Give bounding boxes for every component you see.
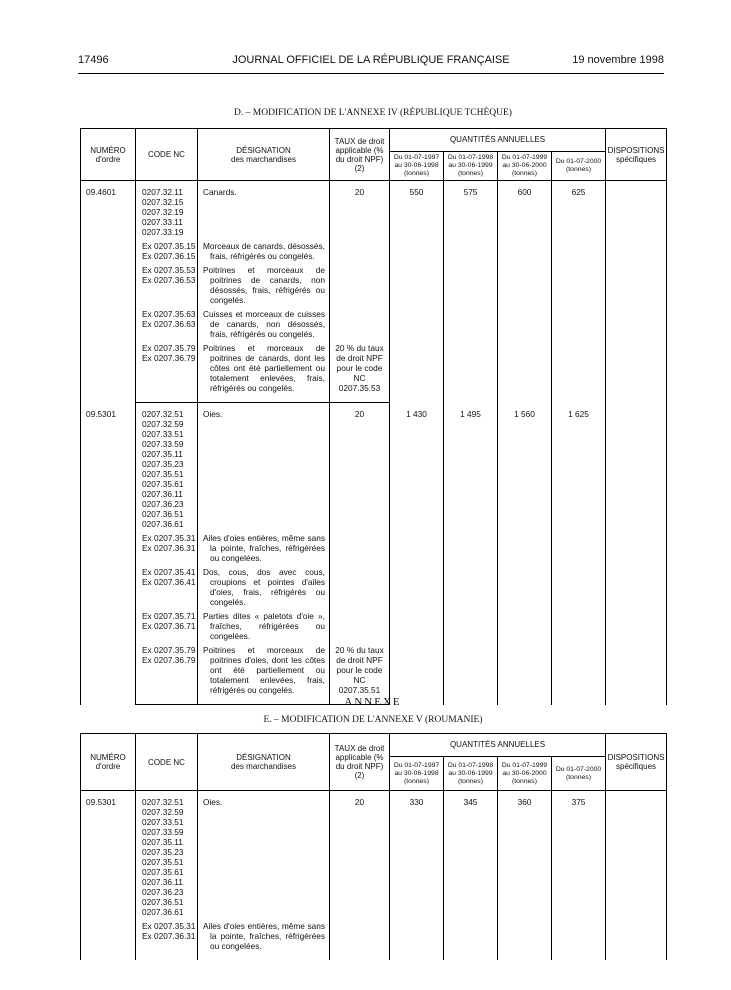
code-nc: Ex 0207.35.53 <box>142 265 196 275</box>
header-designation-line1: DÉSIGNATION <box>236 145 291 155</box>
header-code-nc: CODE NC <box>136 734 198 791</box>
code-nc: 0207.33.51 <box>142 817 184 827</box>
header-period-2: Du 01-07-1998 au 30-06-1999 (tonnes) <box>444 757 498 791</box>
taux-cell <box>330 309 390 343</box>
code-nc: 0207.35.61 <box>142 479 184 489</box>
designation-text: Poitrines et morceaux de poitrines de canards, dont les côtes ont été partiellement ou totalement enlevées, frais, réfrigérés ou congelés. <box>203 343 325 393</box>
taux-cell: 20 % du taux de droit NPF pour le code NC 0207.35.53 <box>330 343 390 397</box>
header-period-4: Du 01-07-2000 (tonnes) <box>552 757 606 791</box>
code-nc: 0207.36.23 <box>142 499 184 509</box>
designation-text: Oies. <box>203 797 223 807</box>
quantite-period-4: 1 625 <box>552 403 606 705</box>
designation-cell <box>198 533 330 567</box>
code-nc-cell <box>136 403 198 534</box>
numero-ordre: 09.4601 <box>81 181 136 403</box>
code-nc: Ex 0207.36.31 <box>142 543 196 553</box>
designation-text: Ailes d'oies entières, même sans la pointe, fraîches, réfrigérées ou congelées. <box>203 921 325 951</box>
code-nc: Ex 0207.35.71 <box>142 611 196 621</box>
numero-ordre: 09.5301 <box>81 791 136 961</box>
code-nc-cell <box>136 181 198 242</box>
taux-cell <box>330 533 390 567</box>
dispositions-cell <box>606 791 667 961</box>
code-nc: 0207.36.11 <box>142 489 183 499</box>
spacer-code <box>136 955 198 960</box>
numero-ordre: 09.5301 <box>81 403 136 705</box>
code-nc: Ex 0207.35.31 <box>142 921 196 931</box>
header-numero: NUMÉRO d'ordre <box>81 734 136 791</box>
code-nc: 0207.32.15 <box>142 197 184 207</box>
code-nc-cell <box>136 533 198 567</box>
code-nc: 0207.33.59 <box>142 439 184 449</box>
code-nc: 0207.36.51 <box>142 509 184 519</box>
code-nc-cell <box>136 241 198 265</box>
designation-cell <box>198 403 330 534</box>
code-nc: 0207.32.59 <box>142 807 184 817</box>
designation-text: Poitrines et morceaux de poitrines de canards, non désossés, frais, réfrigérés ou congelés. <box>203 265 325 305</box>
code-nc: 0207.33.51 <box>142 429 184 439</box>
designation-cell <box>198 265 330 309</box>
designation-text: Oies. <box>203 409 223 419</box>
header-taux: TAUX de droit applicable (% du droit NPF) (2) <box>330 129 390 181</box>
code-nc-cell <box>136 343 198 397</box>
code-nc: 0207.35.11 <box>142 837 183 847</box>
code-nc-cell <box>136 791 198 922</box>
header-period-1: Du 01-07-1997 au 30-06-1998 (tonnes) <box>390 757 444 791</box>
code-nc: 0207.35.23 <box>142 459 184 469</box>
taux-cell <box>330 921 390 955</box>
designation-cell <box>198 241 330 265</box>
taux-cell <box>330 265 390 309</box>
dispositions-cell <box>606 181 667 403</box>
table-row <box>81 791 667 922</box>
designation-cell <box>198 645 330 699</box>
taux-cell: 20 <box>330 791 390 922</box>
publication-date: 19 novembre 1998 <box>572 54 664 66</box>
code-nc: Ex 0207.35.15 <box>142 241 196 251</box>
header-period-2: Du 01-07-1998 au 30-06-1999 (tonnes) <box>444 152 498 181</box>
code-nc: Ex 0207.36.71 <box>142 621 196 631</box>
section-d-title: D. – MODIFICATION DE L'ANNEXE IV (RÉPUBLIQUE TCHÈQUE) <box>234 108 512 118</box>
code-nc: Ex 0207.36.31 <box>142 931 196 941</box>
code-nc: Ex 0207.36.79 <box>142 655 196 665</box>
designation-text: Cuisses et morceaux de cuisses de canards, non désossés, frais, réfrigérés ou congelés. <box>203 309 325 339</box>
designation-text: Morceaux de canards, désossés, frais, réfrigérés ou congelés. <box>203 241 325 261</box>
table-header <box>81 129 667 181</box>
section-e-title: E. – MODIFICATION DE L'ANNEXE V (ROUMANIE) <box>263 715 483 725</box>
code-nc-cell <box>136 645 198 699</box>
designation-cell <box>198 309 330 343</box>
quantite-period-2: 345 <box>444 791 498 961</box>
designation-cell <box>198 791 330 922</box>
code-nc: 0207.33.19 <box>142 227 184 237</box>
code-nc: 0207.32.59 <box>142 419 184 429</box>
code-nc: Ex 0207.35.31 <box>142 533 196 543</box>
quantite-period-3: 1 560 <box>498 403 552 705</box>
taux-cell <box>330 567 390 611</box>
code-nc: Ex 0207.36.15 <box>142 251 196 261</box>
designation-cell <box>198 611 330 645</box>
quantite-period-1: 1 430 <box>390 403 444 705</box>
code-nc: 0207.35.23 <box>142 847 184 857</box>
table-header <box>81 734 667 791</box>
header-designation <box>198 734 330 791</box>
quantite-period-3: 360 <box>498 791 552 961</box>
code-nc: Ex 0207.36.53 <box>142 275 196 285</box>
designation-text: Parties dites « paletots d'oie », fraîches, réfrigérées ou congelées. <box>203 611 325 641</box>
taux-cell <box>330 611 390 645</box>
header-taux: TAUX de droit applicable (% du droit NPF) (2) <box>330 734 390 791</box>
code-nc: Ex 0207.35.79 <box>142 645 196 655</box>
header-period-3: Du 01-07-1999 au 30-06-2000 (tonnes) <box>498 152 552 181</box>
header-quantites: QUANTITÉS ANNUELLES <box>390 129 606 152</box>
spacer-desig <box>198 955 330 960</box>
code-nc: 0207.32.11 <box>142 187 183 197</box>
designation-text: Canards. <box>203 187 237 197</box>
taux-cell: 20 <box>330 181 390 242</box>
code-nc: Ex 0207.35.41 <box>142 567 196 577</box>
quantite-period-3: 600 <box>498 181 552 403</box>
page-number: 17496 <box>78 54 109 66</box>
code-nc: Ex 0207.36.79 <box>142 353 196 363</box>
code-nc: 0207.36.61 <box>142 519 184 529</box>
header-period-1: Du 01-07-1997 au 30-06-1998 (tonnes) <box>390 152 444 181</box>
designation-cell <box>198 921 330 955</box>
code-nc-cell <box>136 309 198 343</box>
designation-text: Ailes d'oies entières, même sans la pointe, fraîches, réfrigérées ou congelées. <box>203 533 325 563</box>
designation-cell <box>198 181 330 242</box>
header-period-4: Du 01-07-2000 (tonnes) <box>552 152 606 181</box>
annexe-label: ANNEXE <box>344 696 402 708</box>
quantite-period-1: 330 <box>390 791 444 961</box>
code-nc-cell <box>136 567 198 611</box>
code-nc: 0207.36.61 <box>142 907 184 917</box>
header-code-nc: CODE NC <box>136 129 198 181</box>
quantite-period-1: 550 <box>390 181 444 403</box>
quantite-period-2: 575 <box>444 181 498 403</box>
section-d-table <box>80 128 667 705</box>
code-nc: 0207.32.19 <box>142 207 184 217</box>
code-nc: 0207.36.23 <box>142 887 184 897</box>
taux-cell: 20 % du taux de droit NPF pour le code NC 0207.35.51 <box>330 645 390 699</box>
designation-cell <box>198 567 330 611</box>
code-nc: 0207.35.51 <box>142 469 184 479</box>
code-nc: Ex 0207.35.63 <box>142 309 196 319</box>
code-nc: 0207.36.11 <box>142 877 183 887</box>
header-dispositions: DISPOSITIONS spécifiques <box>606 129 667 181</box>
designation-cell <box>198 343 330 397</box>
dispositions-cell <box>606 403 667 705</box>
journal-title: JOURNAL OFFICIEL DE LA RÉPUBLIQUE FRANÇAISE <box>232 54 510 66</box>
header-designation <box>198 129 330 181</box>
code-nc: 0207.32.51 <box>142 409 184 419</box>
code-nc-cell <box>136 921 198 955</box>
code-nc: 0207.35.11 <box>142 449 183 459</box>
code-nc-cell <box>136 265 198 309</box>
taux-cell: 20 <box>330 403 390 534</box>
code-nc: 0207.33.59 <box>142 827 184 837</box>
table-row <box>81 403 667 534</box>
spacer-rate <box>330 955 390 960</box>
header-rule <box>78 73 664 74</box>
code-nc: Ex 0207.36.63 <box>142 319 196 329</box>
header-designation-line2: des marchandises <box>231 762 296 771</box>
code-nc: Ex 0207.36.41 <box>142 577 196 587</box>
designation-text: Dos, cous, dos avec cous, croupions et pointes d'ailes d'oies, frais, réfrigérés ou congelés. <box>203 567 325 607</box>
code-nc: 0207.32.51 <box>142 797 184 807</box>
designation-text: Poitrines et morceaux de poitrines d'oies, dont les côtes ont été partiellement ou totalement enlevées, frais, réfrigérés ou congelés. <box>203 645 325 695</box>
page-header <box>78 54 664 70</box>
header-period-3: Du 01-07-1999 au 30-06-2000 (tonnes) <box>498 757 552 791</box>
code-nc: 0207.33.11 <box>142 217 183 227</box>
code-nc: 0207.35.61 <box>142 867 184 877</box>
taux-cell <box>330 241 390 265</box>
header-dispositions: DISPOSITIONS spécifiques <box>606 734 667 791</box>
quantite-period-4: 375 <box>552 791 606 961</box>
code-nc-cell <box>136 611 198 645</box>
header-designation-line2: des marchandises <box>231 154 296 164</box>
quantite-period-2: 1 495 <box>444 403 498 705</box>
header-numero: NUMÉRO d'ordre <box>81 129 136 181</box>
section-e-table <box>80 733 667 960</box>
header-quantites: QUANTITÉS ANNUELLES <box>390 734 606 757</box>
code-nc: 0207.35.51 <box>142 857 184 867</box>
code-nc: Ex 0207.35.79 <box>142 343 196 353</box>
table-row <box>81 181 667 242</box>
quantite-period-4: 625 <box>552 181 606 403</box>
header-designation-line1: DÉSIGNATION <box>236 753 291 762</box>
code-nc: 0207.36.51 <box>142 897 184 907</box>
